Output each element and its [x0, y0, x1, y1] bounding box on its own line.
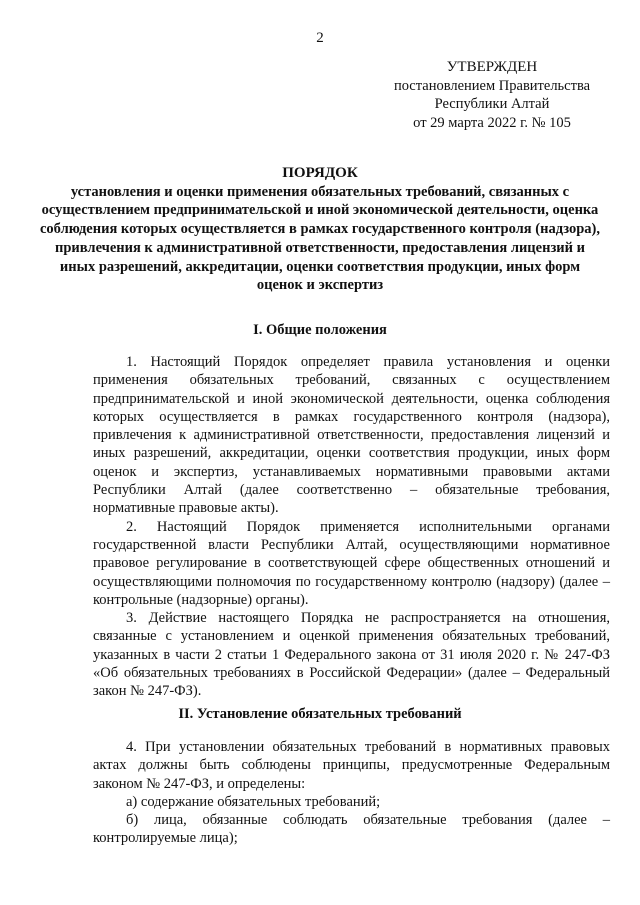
- approval-line-2: постановлением Правительства: [393, 77, 591, 94]
- section-1-heading: I. Общие положения: [253, 322, 387, 338]
- section-2-heading: II. Установление обязательных требований: [178, 706, 462, 722]
- approval-line-1: УТВЕРЖДЕН: [446, 59, 538, 75]
- section-2-paragraph-1: 4. При установлении обязательных требований в нормативных правовых актах должны быть соблюдены принципы, предусмотренные Федеральным законом № 247-ФЗ, и определены:: [93, 739, 610, 792]
- section-1-paragraph-2: 2. Настоящий Порядок применяется исполнительными органами государственной власти Республики Алтай, осуществляющими нормативное правовое регулирование в соответствующей сфере общественных отношений и осуществляющими полномочия по государственному контролю (надзору) (далее – контрольные (надзорные) органы).: [93, 518, 610, 608]
- section-1-paragraph-1: 1. Настоящий Порядок определяет правила установления и оценки применения обязательных требований, связанных с осуществлением предпринимательской и иной экономической деятельности, оценка соблюдения которых осуществляется в рамках государственного контроля (надзора), привлечения к административной ответственности, предоставления лицензий и иных разрешений, аккредитации, оценки соответствия продукции, иных форм оценок и экспертиз, устанавливаемых нормативными правовыми актами Республики Алтай (далее соответственно – обязательные требования, нормативные правовые акты).: [93, 354, 610, 517]
- section-1-paragraph-3: 3. Действие настоящего Порядка не распространяется на отношения, связанные с установлением и оценкой применения обязательных требований, указанных в части 2 статьи 1 Федерального закона от 31 июля 2020 г. № 247-ФЗ «Об обязательных требованиях в Российской Федерации» (далее – Федеральный закон № 247-ФЗ).: [93, 610, 610, 700]
- approval-line-3: Республики Алтай: [434, 96, 550, 112]
- section-2-body: [93, 738, 610, 848]
- section-1-body: [93, 353, 610, 701]
- approval-stamp: [392, 58, 592, 132]
- section-2-paragraph-3: б) лица, обязанные соблюдать обязательные требования (далее – контролируемые лица);: [93, 812, 610, 847]
- title-subtitle: установления и оценки применения обязательных требований, связанных с осуществлением предпринимательской и иной экономической деятельности, оценка соблюдения которых осуществляется в рамках государственного контроля (надзора), привлечения к административной ответственности, предоставления лицензий и иных разрешений, аккредитации, оценки соответствия продукции, иных форм оценок и экспертиз: [40, 183, 600, 294]
- document-title: [40, 164, 600, 295]
- approval-line-4: от 29 марта 2022 г. № 105: [413, 114, 571, 131]
- section-2-paragraph-2: а) содержание обязательных требований;: [126, 793, 381, 810]
- title-heading: ПОРЯДОК: [282, 165, 358, 181]
- page-number: 2: [316, 30, 324, 46]
